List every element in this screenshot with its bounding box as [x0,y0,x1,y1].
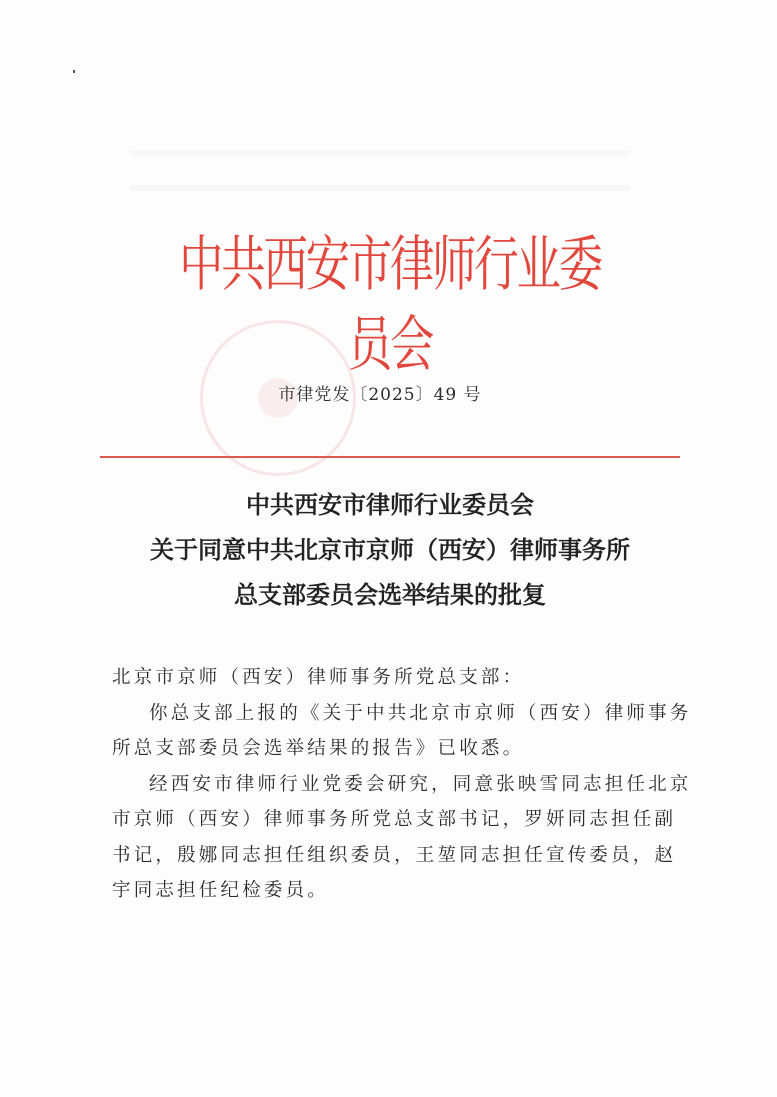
scan-speck [73,70,75,73]
title-line-1: 中共西安市律师行业委员会 [246,490,534,519]
bleed-through-line [130,150,630,156]
document-number: 市律党发〔2025〕49 号 [278,385,482,405]
salutation: 北京市京师（西安）律师事务所党总支部： [112,667,525,688]
issuer-heading: 中共西安市律师行业委员会 [179,230,601,380]
document-title [100,482,680,617]
document-body [112,660,697,909]
body-paragraph: 你总支部上报的《关于中共北京市京师（西安）律师事务所总支部委员会选举结果的报告》已收悉。 [112,702,692,759]
title-line-3: 总支部委员会选举结果的批复 [234,580,546,609]
title-line-2: 关于同意中共北京市京师（西安）律师事务所 [150,535,630,564]
body-paragraph: 经西安市律师行业党委会研究，同意张映雪同志担任北京市京师（西安）律师事务所党总支部书记，罗妍同志担任副书记，殷娜同志担任组织委员，王堃同志担任宣传委员，赵宇同志担任纪检委员。 [112,773,692,901]
bleed-through-line [130,185,630,191]
red-divider-line [100,456,680,458]
